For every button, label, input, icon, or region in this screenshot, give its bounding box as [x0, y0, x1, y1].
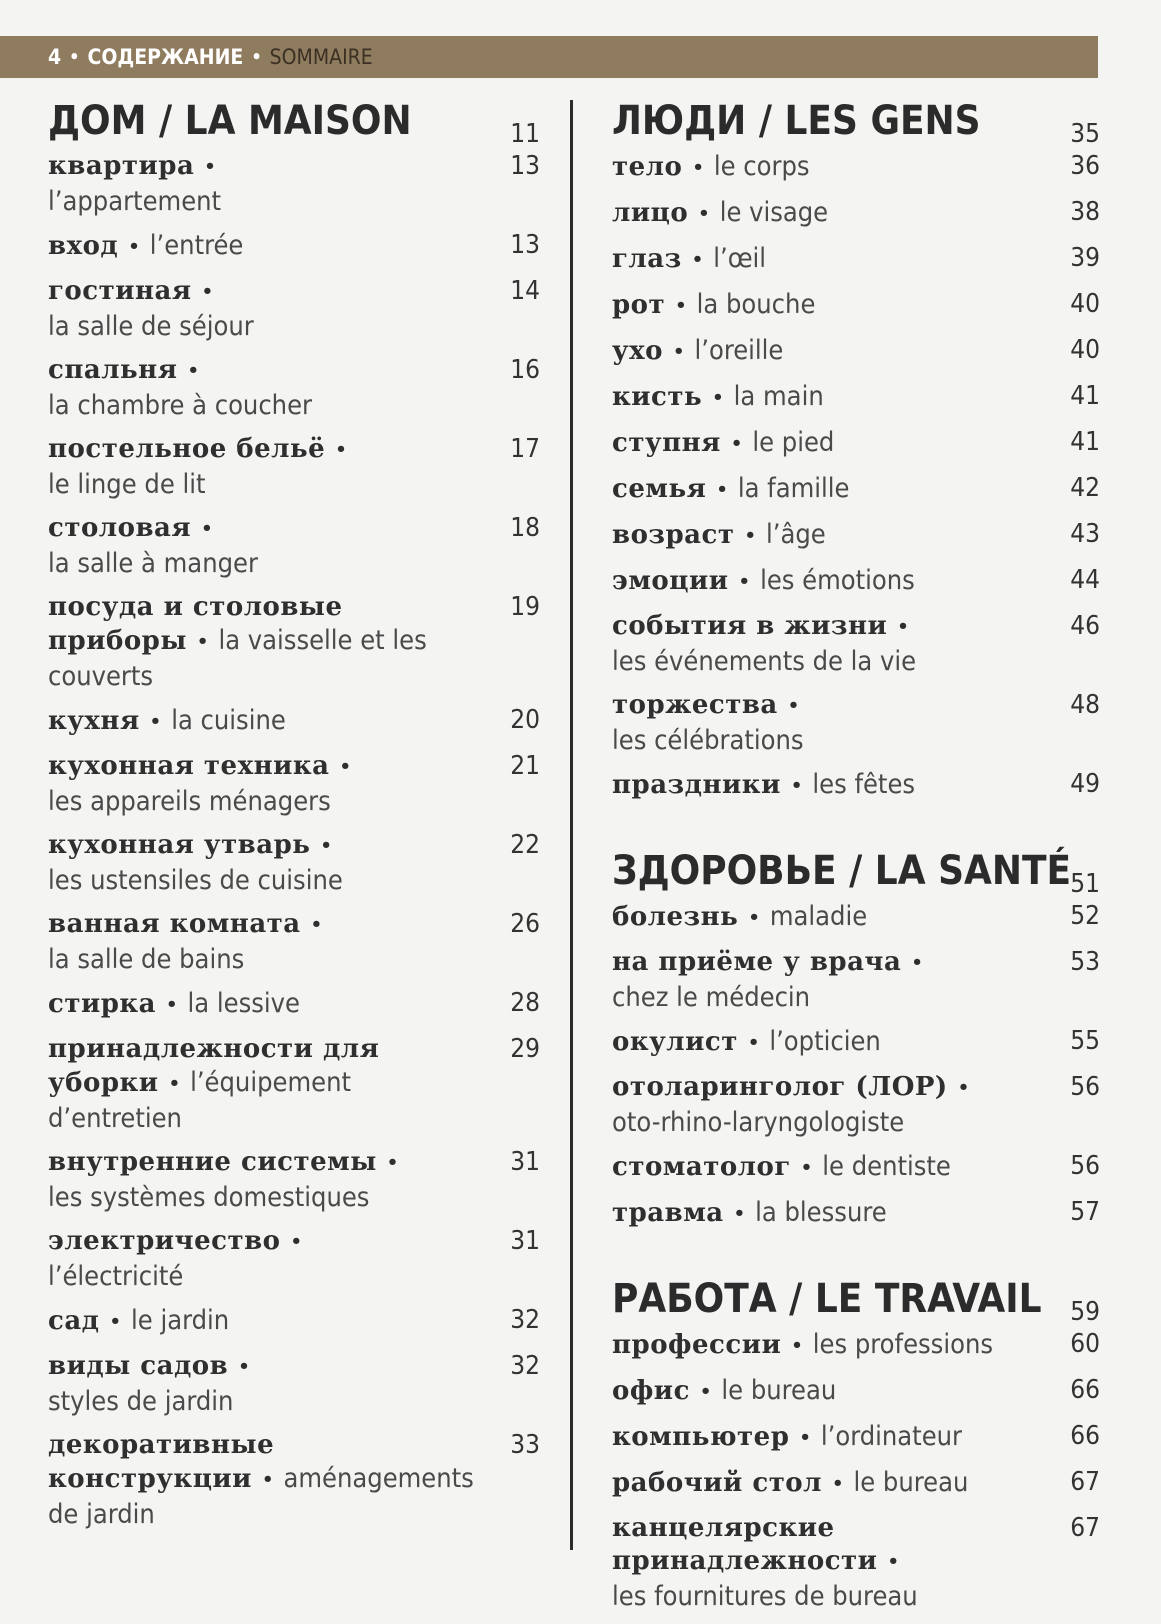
entry-title-ru: события в жизни [612, 611, 888, 641]
entry-page-number: 39 [1070, 243, 1100, 273]
entry-title-fr: la salle à manger [48, 548, 258, 579]
header-separator: • [69, 46, 80, 68]
section-title: ЗДОРОВЬЕ / LA SANTÉ [612, 848, 1072, 894]
entry-title-fr: la famille [737, 473, 850, 504]
section-heading [612, 92, 1100, 150]
entry-title-fr: le pied [752, 427, 835, 458]
entry-page-number: 28 [510, 988, 540, 1018]
entry-title-ru: электричество [48, 1226, 281, 1256]
toc-entry[interactable] [48, 908, 540, 977]
toc-entry[interactable] [612, 564, 1100, 600]
entry-title-ru: отоларинголог (ЛОР) [612, 1072, 948, 1102]
bullet-separator: • [791, 1335, 803, 1356]
bullet-separator: • [799, 1427, 811, 1448]
toc-entry[interactable] [48, 750, 540, 819]
toc-entry[interactable] [612, 288, 1100, 324]
entry-title-ru: декоративные конструкции [48, 1430, 275, 1494]
entry-title-fr: l’âge [765, 519, 826, 550]
toc-entry[interactable] [612, 380, 1100, 416]
entry-title-ru: стирка [48, 989, 157, 1019]
bullet-separator: • [887, 1551, 899, 1572]
entry-title-ru: болезнь [612, 902, 739, 932]
entry-page-number: 60 [1070, 1329, 1100, 1359]
bullet-separator: • [744, 525, 756, 546]
toc-entry[interactable] [612, 1071, 1100, 1140]
bullet-separator: • [957, 1077, 970, 1098]
bullet-separator: • [800, 1157, 813, 1178]
entry-title-fr: les événements de la vie [612, 646, 917, 677]
toc-entry[interactable] [48, 591, 540, 694]
entry-page-number: 52 [1070, 901, 1100, 931]
toc-section [612, 1270, 1100, 1614]
toc-section [612, 842, 1100, 1232]
bullet-separator: • [339, 756, 352, 777]
bullet-separator: • [790, 775, 803, 796]
toc-entry[interactable] [48, 1350, 540, 1419]
entry-page-number: 56 [1070, 1151, 1100, 1181]
entry-title-ru: гостиная [48, 276, 192, 306]
entry-title-ru: эмоции [612, 566, 729, 596]
entry-title-fr: la chambre à coucher [48, 390, 313, 421]
column-divider [570, 100, 573, 1550]
entry-title-ru: травма [612, 1198, 724, 1228]
section-title: РАБОТА / LE TRAVAIL [612, 1276, 1042, 1322]
entry-title-ru: торжества [612, 690, 778, 720]
entry-page-number: 16 [510, 355, 540, 385]
entry-title-fr: le linge de lit [48, 469, 206, 500]
entry-title-fr: l’opticien [769, 1026, 881, 1057]
entry-title-fr: la salle de bains [48, 944, 245, 975]
entry-title-ru: тело [612, 152, 683, 182]
entry-page-number: 67 [1070, 1467, 1100, 1497]
toc-section [48, 92, 540, 1532]
entry-title-fr: le jardin [131, 1305, 230, 1336]
toc-entry[interactable] [48, 229, 540, 265]
entry-title-ru: окулист [612, 1027, 738, 1057]
toc-entry[interactable] [612, 1420, 1100, 1456]
entry-page-number: 14 [510, 276, 540, 306]
bullet-separator: • [716, 479, 728, 500]
toc-entry[interactable] [48, 987, 540, 1023]
toc-entry[interactable] [612, 518, 1100, 554]
bullet-separator: • [187, 360, 199, 381]
toc-entry[interactable] [612, 1196, 1100, 1232]
entry-page-number: 19 [510, 592, 540, 622]
entry-title-ru: ванная комната [48, 909, 301, 939]
entry-page-number: 31 [510, 1226, 540, 1256]
toc-entry[interactable] [612, 150, 1100, 186]
entry-title-ru: праздники [612, 770, 781, 800]
entry-title-ru: ступня [612, 428, 721, 458]
bullet-separator: • [201, 518, 213, 539]
bullet-separator: • [149, 711, 162, 732]
entry-title-ru: кухонная техника [48, 751, 330, 781]
entry-title-fr: les ustensiles de cuisine [48, 865, 343, 896]
bullet-separator: • [712, 387, 724, 408]
entry-page-number: 18 [510, 513, 540, 543]
toc-column-left [48, 92, 540, 1542]
entry-title-fr: les appareils ménagers [48, 786, 331, 817]
entry-title-fr: l’équipement d’entretien [48, 1067, 351, 1134]
bullet-separator: • [692, 157, 704, 178]
section-page-number: 35 [1070, 119, 1100, 149]
bullet-separator: • [196, 631, 209, 652]
bullet-separator: • [386, 1152, 399, 1173]
entry-page-number: 40 [1070, 335, 1100, 365]
entry-title-ru: квартира [48, 151, 195, 181]
entry-title-ru: семья [612, 474, 707, 504]
entry-page-number: 53 [1070, 947, 1100, 977]
bullet-separator: • [738, 571, 751, 592]
bullet-separator: • [698, 203, 710, 224]
entry-title-ru: спальня [48, 355, 178, 385]
entry-title-ru: посуда и столовые приборы [48, 592, 343, 656]
entry-title-fr: le corps [713, 151, 810, 182]
toc-entry[interactable] [612, 472, 1100, 508]
entry-title-fr: l’œil [713, 243, 767, 274]
toc-entry[interactable] [48, 433, 540, 502]
entry-title-fr: l’électricité [48, 1261, 184, 1292]
entry-title-fr: la lessive [187, 988, 300, 1019]
header-title-ru: СОДЕРЖАНИЕ [87, 45, 244, 69]
entry-title-ru: рот [612, 290, 666, 320]
entry-title-ru: канцелярские принадлежности [612, 1513, 878, 1576]
bullet-separator: • [310, 914, 323, 935]
entry-page-number: 43 [1070, 519, 1100, 549]
entry-title-ru: лицо [612, 198, 689, 228]
toc-entry[interactable] [612, 689, 1100, 758]
entry-page-number: 21 [510, 751, 540, 781]
entry-title-ru: профессии [612, 1330, 782, 1360]
entry-title-ru: на приёме у врача [612, 947, 902, 977]
entry-title-fr: oto-rhino-laryngologiste [612, 1107, 905, 1138]
entry-title-fr: l’appartement [48, 186, 222, 217]
bullet-separator: • [673, 341, 685, 362]
entry-page-number: 33 [510, 1430, 540, 1460]
toc-entry[interactable] [48, 354, 540, 423]
entry-page-number: 41 [1070, 427, 1100, 457]
entry-title-ru: столовая [48, 513, 192, 543]
entry-title-fr: les fêtes [812, 769, 916, 800]
entry-title-fr: la blessure [755, 1197, 887, 1228]
entry-title-fr: la vaisselle et les couverts [48, 625, 427, 692]
section-heading [48, 92, 540, 150]
toc-entry[interactable] [612, 1374, 1100, 1410]
entry-title-ru: компьютер [612, 1422, 790, 1452]
entry-title-ru: рабочий стол [612, 1468, 822, 1498]
header-title-fr: SOMMAIRE [269, 45, 373, 69]
entry-page-number: 57 [1070, 1197, 1100, 1227]
entry-title-ru: постельное бельё [48, 434, 326, 464]
entry-title-fr: la cuisine [171, 705, 286, 736]
toc-entry[interactable] [48, 275, 540, 344]
bullet-separator: • [911, 952, 923, 973]
toc-entry[interactable] [612, 242, 1100, 278]
entry-title-ru: виды садов [48, 1351, 229, 1381]
entry-page-number: 13 [510, 151, 540, 181]
entry-title-fr: chez le médecin [612, 982, 811, 1013]
entry-title-fr: la main [733, 381, 824, 412]
section-page-number: 11 [510, 119, 540, 149]
entry-title-ru: офис [612, 1376, 690, 1406]
section-page-number: 51 [1070, 869, 1100, 899]
bullet-separator: • [109, 1311, 122, 1332]
toc-section [612, 92, 1100, 804]
entry-title-fr: l’ordinateur [820, 1421, 963, 1452]
entry-page-number: 20 [510, 705, 540, 735]
entry-page-number: 67 [1070, 1513, 1100, 1543]
toc-entry[interactable] [48, 704, 540, 740]
toc-entry[interactable] [612, 610, 1100, 679]
toc-entry[interactable] [48, 1146, 540, 1215]
entry-page-number: 22 [510, 830, 540, 860]
entry-title-fr: maladie [769, 901, 868, 932]
bullet-separator: • [166, 994, 178, 1015]
toc-entry[interactable] [48, 1225, 540, 1294]
toc-entry[interactable] [612, 426, 1100, 462]
bullet-separator: • [201, 281, 214, 302]
entry-title-ru: стоматолог [612, 1152, 791, 1182]
entry-page-number: 26 [510, 909, 540, 939]
toc-entry[interactable] [612, 1466, 1100, 1502]
entry-title-fr: aménagements de jardin [48, 1463, 474, 1530]
section-page-number: 59 [1070, 1297, 1100, 1327]
section-title: ЛЮДИ / LES GENS [612, 98, 981, 144]
toc-entry[interactable] [612, 1512, 1100, 1614]
bullet-separator: • [335, 439, 347, 460]
bullet-separator: • [204, 156, 216, 177]
entry-page-number: 32 [510, 1351, 540, 1381]
entry-title-ru: внутренние системы [48, 1147, 377, 1177]
toc-entry[interactable] [612, 768, 1100, 804]
entry-page-number: 31 [510, 1147, 540, 1177]
bullet-separator: • [897, 616, 909, 637]
entry-page-number: 17 [510, 434, 540, 464]
toc-entry[interactable] [48, 1033, 540, 1136]
entry-page-number: 49 [1070, 769, 1100, 799]
bullet-separator: • [675, 295, 687, 316]
toc-entry[interactable] [612, 946, 1100, 1015]
entry-page-number: 41 [1070, 381, 1100, 411]
toc-entry[interactable] [612, 196, 1100, 232]
bullet-separator: • [238, 1356, 250, 1377]
entry-title-ru: вход [48, 231, 119, 261]
section-heading [612, 842, 1100, 900]
bullet-separator: • [747, 1032, 760, 1053]
entry-page-number: 55 [1070, 1026, 1100, 1056]
entry-page-number: 32 [510, 1305, 540, 1335]
entry-title-fr: les professions [812, 1329, 994, 1360]
entry-title-ru: кисть [612, 382, 703, 412]
header-separator: • [251, 46, 262, 68]
toc-entry[interactable] [48, 829, 540, 898]
entry-title-ru: кухонная утварь [48, 830, 311, 860]
bullet-separator: • [787, 695, 800, 716]
entry-title-ru: ухо [612, 336, 663, 366]
entry-title-fr: les fournitures de bureau [612, 1581, 918, 1612]
section-heading [612, 1270, 1100, 1328]
page-number: 4 [48, 45, 62, 69]
entry-title-fr: le bureau [853, 1467, 969, 1498]
entry-title-ru: принадлежности для уборки [48, 1034, 380, 1098]
bullet-separator: • [748, 907, 760, 928]
page-header-bar [0, 36, 1098, 78]
entry-title-fr: les célébrations [612, 725, 804, 756]
bullet-separator: • [168, 1073, 181, 1094]
toc-entry[interactable] [48, 512, 540, 581]
entry-page-number: 36 [1070, 151, 1100, 181]
entry-page-number: 66 [1070, 1421, 1100, 1451]
entry-page-number: 66 [1070, 1375, 1100, 1405]
toc-entry[interactable] [612, 1025, 1100, 1061]
entry-title-fr: le visage [719, 197, 829, 228]
entry-page-number: 38 [1070, 197, 1100, 227]
bullet-separator: • [699, 1381, 712, 1402]
bullet-separator: • [691, 249, 704, 270]
entry-title-fr: l’oreille [694, 335, 784, 366]
entry-title-ru: глаз [612, 244, 682, 274]
bullet-separator: • [733, 1203, 746, 1224]
entry-page-number: 13 [510, 230, 540, 260]
entry-page-number: 56 [1070, 1072, 1100, 1102]
entry-title-ru: возраст [612, 520, 735, 550]
entry-page-number: 48 [1070, 690, 1100, 720]
entry-title-fr: le dentiste [822, 1151, 951, 1182]
entry-title-fr: les émotions [760, 565, 915, 596]
entry-title-fr: la bouche [696, 289, 816, 320]
entry-title-ru: сад [48, 1306, 100, 1336]
section-title: ДОМ / LA MAISON [48, 98, 412, 144]
entry-page-number: 29 [510, 1034, 540, 1064]
bullet-separator: • [730, 433, 743, 454]
toc-column-right [612, 92, 1100, 1624]
entry-page-number: 40 [1070, 289, 1100, 319]
bullet-separator: • [831, 1473, 844, 1494]
toc-entry[interactable] [612, 900, 1100, 936]
toc-entry[interactable] [612, 334, 1100, 370]
bullet-separator: • [261, 1469, 274, 1490]
toc-entry[interactable] [612, 1328, 1100, 1364]
bullet-separator: • [128, 236, 140, 257]
toc-entry[interactable] [612, 1150, 1100, 1186]
entry-title-fr: styles de jardin [48, 1386, 234, 1417]
entry-page-number: 46 [1070, 611, 1100, 641]
toc-entry[interactable] [48, 1429, 540, 1532]
entry-title-ru: кухня [48, 706, 140, 736]
entry-title-fr: les systèmes domestiques [48, 1182, 370, 1213]
bullet-separator: • [320, 835, 332, 856]
entry-title-fr: l’entrée [149, 230, 244, 261]
entry-page-number: 42 [1070, 473, 1100, 503]
entry-title-fr: la salle de séjour [48, 311, 254, 342]
entry-page-number: 44 [1070, 565, 1100, 595]
bullet-separator: • [290, 1231, 302, 1252]
entry-title-fr: le bureau [721, 1375, 837, 1406]
toc-entry[interactable] [48, 1304, 540, 1340]
toc-entry[interactable] [48, 150, 540, 219]
